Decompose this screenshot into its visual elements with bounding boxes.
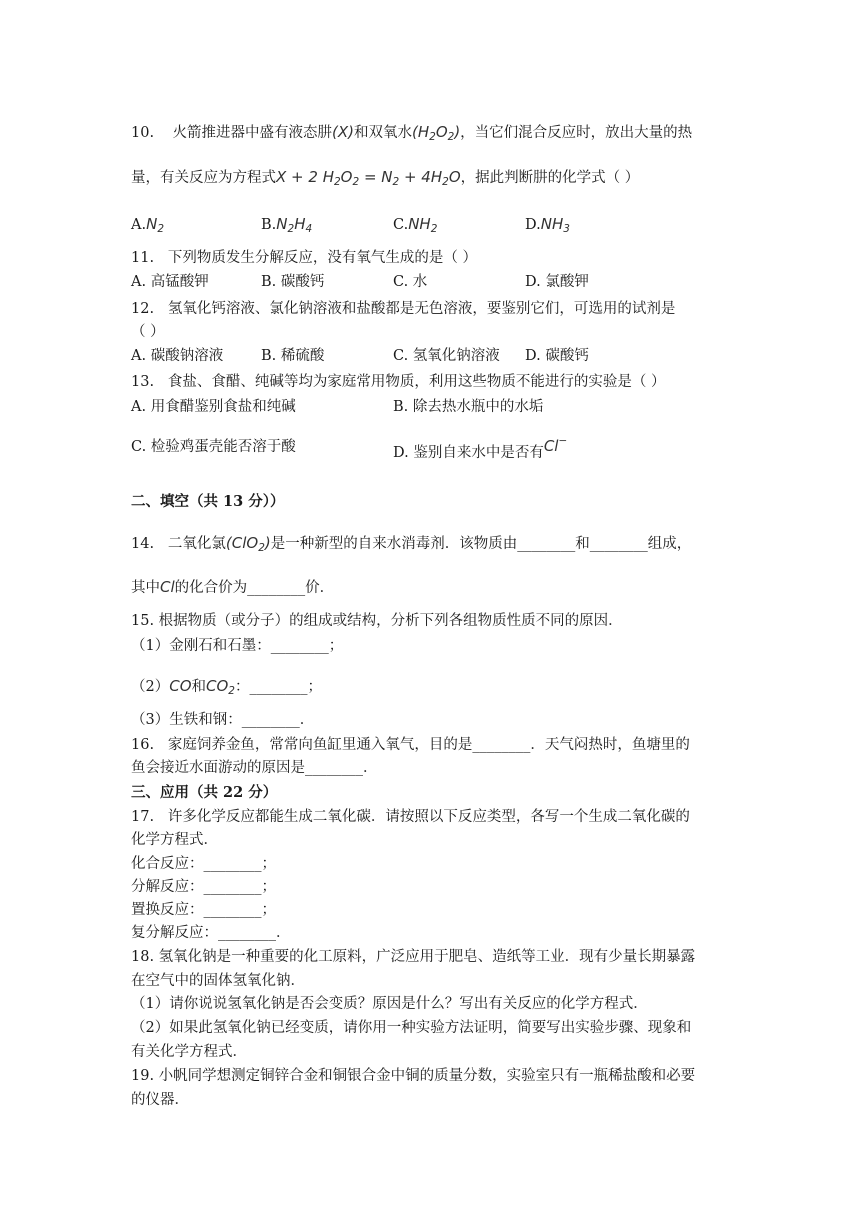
q17-line1: 17. 许多化学反应都能生成二氧化碳．请按照以下反应类型，各写一个生成二氧化碳的 <box>131 809 690 825</box>
q17-line2: 化学方程式． <box>131 832 218 848</box>
q11-option-a[interactable]: A. 高锰酸钾 <box>131 274 209 290</box>
q15-part3: （3）生铁和钢：________． <box>131 712 315 728</box>
q19-line1: 19. 小帆同学想测定铜锌合金和铜银合金中铜的质量分数，实验室只有一瓶稀盐酸和必要 <box>131 1068 696 1084</box>
q13-option-c[interactable]: C. 检验鸡蛋壳能否溶于酸 <box>131 439 296 455</box>
q10-option-d[interactable]: $D.NH_3$ <box>525 215 570 235</box>
q13-stem: 13. 食盐、食醋、纯碱等均为家庭常用物质，利用这些物质不能进行的实验是（ ） <box>131 374 666 390</box>
formula-co2: $CO_2$ <box>206 677 235 697</box>
q13-option-b[interactable]: B. 除去热水瓶中的水垢 <box>393 399 544 415</box>
formula-x: (X) <box>332 123 354 141</box>
q10-option-c[interactable]: $C.NH_2$ <box>393 215 438 235</box>
q17-reaction-2: 分解反应：________； <box>131 879 276 895</box>
q17-reaction-4: 复分解反应：________． <box>131 925 291 941</box>
q13-option-a[interactable]: A. 用食醋鉴别食盐和纯碱 <box>131 399 296 415</box>
q15-stem: 15. 根据物质（或分子）的组成或结构，分析下列各组物质性质不同的原因． <box>131 613 623 629</box>
section-2-heading: 二、填空（共 13 分）） <box>131 493 285 510</box>
q10-option-b[interactable]: $B.N_2H_4$ <box>261 215 313 235</box>
q15-part2: （2）CO和$CO_2$：________； <box>131 677 322 697</box>
q18-line1: 18. 氢氧化钠是一种重要的化工原料，广泛应用于肥皂、造纸等工业．现有少量长期暴露 <box>131 949 696 965</box>
q12-option-a[interactable]: A. 碳酸钠溶液 <box>131 348 224 364</box>
q11-option-d[interactable]: D. 氯酸钾 <box>525 274 589 290</box>
q18-line3: （1）请你说说氢氧化钠是否会变质？原因是什么？写出有关反应的化学方程式． <box>131 996 648 1012</box>
formula-cl: Cl <box>160 578 175 596</box>
q11-option-c[interactable]: C. 水 <box>393 274 428 290</box>
reaction-equation: X + 2 $H_2O_2 = N_2 + 4H_2O$ <box>276 168 461 188</box>
q13-option-d[interactable]: D. 鉴别自来水中是否有Cl− <box>393 435 568 461</box>
q14-line2: 其中Cl的化合价为________价． <box>131 578 335 596</box>
q10-line1: 10. 火箭推进器中盛有液态肼(X)和双氧水$(H_2O_2)$，当它们混合反应时，放出大量的热 <box>131 123 693 143</box>
q12-option-b[interactable]: B. 稀硫酸 <box>261 348 325 364</box>
q19-line2: 的仪器． <box>131 1092 189 1108</box>
q12-option-d[interactable]: D. 碳酸钙 <box>525 348 589 364</box>
q17-reaction-3: 置换反应：________； <box>131 902 276 918</box>
section-3-heading: 三、应用（共 22 分） <box>131 784 278 801</box>
q12-option-c[interactable]: C. 氢氧化钠溶液 <box>393 348 500 364</box>
q14-line1: 14. 二氧化氯(ClO$_2$)是一种新型的自来水消毒剂．该物质由________和________组成， <box>131 534 692 554</box>
q16-line1: 16. 家庭饲养金鱼，常常向鱼缸里通入氧气，目的是________．天气闷热时，鱼塘里的 <box>131 737 690 753</box>
q18-line5: 有关化学方程式． <box>131 1044 247 1060</box>
formula-clo2: (ClO$_2$) <box>225 534 271 554</box>
q10-option-a[interactable]: $A.N_2$ <box>131 215 165 235</box>
q15-part1: （1）金刚石和石墨：________； <box>131 638 344 654</box>
q11-stem: 11. 下列物质发生分解反应，没有氧气生成的是（ ） <box>131 250 477 266</box>
q10-line2: 量，有关反应为方程式X + 2 $H_2O_2 = N_2 + 4H_2O$，据此判断肼的化学式（ ） <box>131 168 640 188</box>
q11-option-b[interactable]: B. 碳酸钙 <box>261 274 325 290</box>
q18-line2: 在空气中的固体氢氧化钠． <box>131 973 305 989</box>
q17-reaction-1: 化合反应：________； <box>131 856 276 872</box>
q18-line4: （2）如果此氢氧化钠已经变质，请你用一种实验方法证明，简要写出实验步骤、现象和 <box>131 1020 692 1036</box>
formula-co: CO <box>169 677 192 695</box>
q16-line2: 鱼会接近水面游动的原因是________． <box>131 760 378 776</box>
q12-stem-cont: （ ） <box>131 324 165 340</box>
formula-h2o2: $(H_2O_2)$ <box>411 123 461 143</box>
q12-stem: 12. 氢氧化钙溶液、氯化钠溶液和盐酸都是无色溶液，要鉴别它们，可选用的试剂是 <box>131 301 676 317</box>
